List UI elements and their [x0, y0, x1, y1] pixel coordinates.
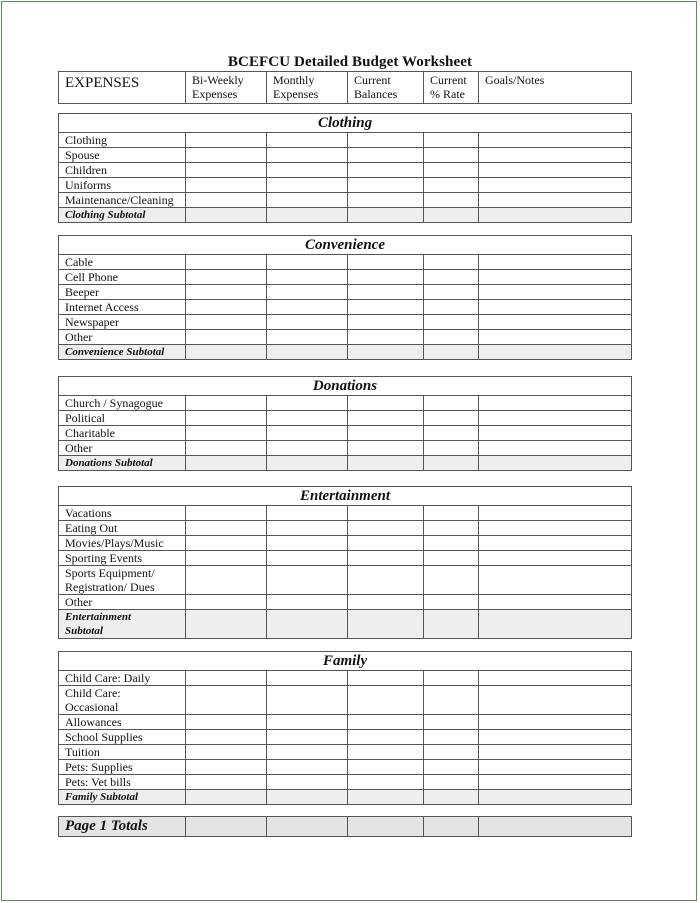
amount-cell[interactable]: [424, 566, 479, 595]
expense-row: [59, 315, 632, 330]
expense-row: [59, 396, 632, 411]
expense-row-label: Sporting Events: [59, 551, 186, 566]
amount-cell[interactable]: [186, 456, 267, 471]
subtotal-row: [59, 345, 632, 360]
amount-cell[interactable]: [186, 208, 267, 223]
amount-cell[interactable]: [479, 133, 632, 148]
amount-cell[interactable]: [424, 610, 479, 639]
expense-row: [59, 730, 632, 745]
amount-cell[interactable]: [424, 396, 479, 411]
amount-cell[interactable]: [424, 300, 479, 315]
expense-row: [59, 686, 632, 715]
amount-cell[interactable]: [424, 441, 479, 456]
amount-cell[interactable]: [424, 456, 479, 471]
section-table-clothing: [58, 113, 632, 223]
amount-cell[interactable]: [424, 255, 479, 270]
header-table: [58, 71, 632, 104]
amount-cell[interactable]: [186, 300, 267, 315]
amount-cell[interactable]: [267, 715, 348, 730]
amount-cell[interactable]: [348, 551, 424, 566]
notes-header: Goals/Notes: [479, 72, 632, 104]
balances-header: Current Balances: [348, 72, 424, 104]
expense-row: [59, 551, 632, 566]
amount-cell[interactable]: [186, 715, 267, 730]
amount-cell[interactable]: [267, 396, 348, 411]
monthly-header: Monthly Expenses: [267, 72, 348, 104]
subtotal-row-label: Convenience Subtotal: [59, 345, 186, 360]
amount-cell[interactable]: [424, 315, 479, 330]
amount-cell[interactable]: [267, 521, 348, 536]
amount-cell[interactable]: [186, 163, 267, 178]
expense-row: [59, 536, 632, 551]
amount-cell[interactable]: [479, 551, 632, 566]
expense-row-label: Political: [59, 411, 186, 426]
amount-cell[interactable]: [424, 775, 479, 790]
amount-cell[interactable]: [424, 208, 479, 223]
expense-row-label: Charitable: [59, 426, 186, 441]
subtotal-row-label: Clothing Subtotal: [59, 208, 186, 223]
amount-cell[interactable]: [267, 686, 348, 715]
amount-cell[interactable]: [267, 345, 348, 360]
expense-row-label: Other: [59, 330, 186, 345]
expense-row-label: Other: [59, 441, 186, 456]
expense-row: [59, 775, 632, 790]
amount-cell[interactable]: [424, 285, 479, 300]
amount-cell[interactable]: [267, 790, 348, 805]
expense-row-label: Movies/Plays/Music: [59, 536, 186, 551]
amount-cell[interactable]: [348, 315, 424, 330]
amount-cell[interactable]: [479, 745, 632, 760]
expense-row-label: Eating Out: [59, 521, 186, 536]
expense-row: [59, 426, 632, 441]
amount-cell[interactable]: [348, 133, 424, 148]
totals-cell[interactable]: [424, 817, 479, 837]
expense-row-label: Uniforms: [59, 178, 186, 193]
amount-cell[interactable]: [186, 396, 267, 411]
amount-cell[interactable]: [348, 441, 424, 456]
amount-cell[interactable]: [479, 345, 632, 360]
amount-cell[interactable]: [186, 610, 267, 639]
amount-cell[interactable]: [348, 760, 424, 775]
amount-cell[interactable]: [348, 745, 424, 760]
amount-cell[interactable]: [186, 411, 267, 426]
amount-cell[interactable]: [186, 775, 267, 790]
amount-cell[interactable]: [479, 285, 632, 300]
amount-cell[interactable]: [479, 426, 632, 441]
totals-cell[interactable]: [479, 817, 632, 837]
amount-cell[interactable]: [348, 345, 424, 360]
expense-row: [59, 193, 632, 208]
expense-row-label: Spouse: [59, 148, 186, 163]
expense-row-label: Maintenance/Cleaning: [59, 193, 186, 208]
amount-cell[interactable]: [267, 536, 348, 551]
biweekly-header: Bi-Weekly Expenses: [186, 72, 267, 104]
amount-cell[interactable]: [424, 595, 479, 610]
amount-cell[interactable]: [267, 148, 348, 163]
expense-row-label: Sports Equipment/ Registration/ Dues: [59, 566, 186, 595]
amount-cell[interactable]: [424, 521, 479, 536]
amount-cell[interactable]: [348, 775, 424, 790]
amount-cell[interactable]: [267, 760, 348, 775]
amount-cell[interactable]: [479, 148, 632, 163]
amount-cell[interactable]: [424, 551, 479, 566]
expense-row: [59, 506, 632, 521]
expense-row: [59, 745, 632, 760]
amount-cell[interactable]: [186, 686, 267, 715]
expense-row-label: Allowances: [59, 715, 186, 730]
amount-cell[interactable]: [348, 163, 424, 178]
amount-cell[interactable]: [186, 426, 267, 441]
amount-cell[interactable]: [424, 426, 479, 441]
amount-cell[interactable]: [479, 411, 632, 426]
amount-cell[interactable]: [348, 426, 424, 441]
amount-cell[interactable]: [267, 506, 348, 521]
expense-row-label: Child Care: Daily: [59, 671, 186, 686]
amount-cell[interactable]: [348, 506, 424, 521]
amount-cell[interactable]: [424, 133, 479, 148]
expense-row: [59, 441, 632, 456]
amount-cell[interactable]: [424, 745, 479, 760]
amount-cell[interactable]: [267, 270, 348, 285]
amount-cell[interactable]: [479, 610, 632, 639]
expense-row: [59, 270, 632, 285]
amount-cell[interactable]: [479, 255, 632, 270]
totals-label: Page 1 Totals: [59, 817, 186, 837]
amount-cell[interactable]: [479, 163, 632, 178]
amount-cell[interactable]: [186, 671, 267, 686]
expense-row: [59, 163, 632, 178]
amount-cell[interactable]: [348, 300, 424, 315]
subtotal-row: [59, 790, 632, 805]
expenses-header: EXPENSES: [59, 72, 186, 104]
expense-row-label: Clothing: [59, 133, 186, 148]
amount-cell[interactable]: [424, 330, 479, 345]
amount-cell[interactable]: [424, 536, 479, 551]
amount-cell[interactable]: [186, 745, 267, 760]
totals-row: [59, 817, 632, 837]
amount-cell[interactable]: [479, 730, 632, 745]
expense-row-label: Beeper: [59, 285, 186, 300]
amount-cell[interactable]: [267, 730, 348, 745]
amount-cell[interactable]: [267, 441, 348, 456]
amount-cell[interactable]: [479, 330, 632, 345]
amount-cell[interactable]: [479, 208, 632, 223]
amount-cell[interactable]: [186, 551, 267, 566]
subtotal-row: [59, 456, 632, 471]
amount-cell[interactable]: [479, 315, 632, 330]
expense-row-label: School Supplies: [59, 730, 186, 745]
amount-cell[interactable]: [424, 671, 479, 686]
amount-cell[interactable]: [186, 193, 267, 208]
expense-row-label: Child Care: Occasional: [59, 686, 186, 715]
amount-cell[interactable]: [424, 163, 479, 178]
section-table-entertainment: [58, 486, 632, 639]
amount-cell[interactable]: [267, 133, 348, 148]
amount-cell[interactable]: [348, 536, 424, 551]
amount-cell[interactable]: [479, 521, 632, 536]
expense-row: [59, 411, 632, 426]
amount-cell[interactable]: [267, 456, 348, 471]
totals-cell[interactable]: [348, 817, 424, 837]
expense-row-label: Cable: [59, 255, 186, 270]
expense-row: [59, 715, 632, 730]
amount-cell[interactable]: [267, 163, 348, 178]
amount-cell[interactable]: [267, 610, 348, 639]
amount-cell[interactable]: [424, 760, 479, 775]
amount-cell[interactable]: [479, 396, 632, 411]
amount-cell[interactable]: [186, 315, 267, 330]
amount-cell[interactable]: [186, 790, 267, 805]
amount-cell[interactable]: [348, 148, 424, 163]
amount-cell[interactable]: [424, 193, 479, 208]
amount-cell[interactable]: [479, 441, 632, 456]
amount-cell[interactable]: [479, 790, 632, 805]
subtotal-row: [59, 610, 632, 639]
expense-row: [59, 148, 632, 163]
amount-cell[interactable]: [348, 178, 424, 193]
amount-cell[interactable]: [479, 536, 632, 551]
amount-cell[interactable]: [424, 345, 479, 360]
expense-row-label: Internet Access: [59, 300, 186, 315]
amount-cell[interactable]: [424, 506, 479, 521]
amount-cell[interactable]: [479, 506, 632, 521]
section-title: Donations: [59, 377, 632, 396]
subtotal-row-label: Family Subtotal: [59, 790, 186, 805]
subtotal-row-label: Donations Subtotal: [59, 456, 186, 471]
totals-table: [58, 816, 632, 837]
amount-cell[interactable]: [267, 595, 348, 610]
amount-cell[interactable]: [348, 330, 424, 345]
amount-cell[interactable]: [348, 285, 424, 300]
amount-cell[interactable]: [479, 671, 632, 686]
amount-cell[interactable]: [267, 208, 348, 223]
amount-cell[interactable]: [348, 255, 424, 270]
expense-row-label: Tuition: [59, 745, 186, 760]
expense-row-label: Vacations: [59, 506, 186, 521]
section-title: Clothing: [59, 114, 632, 133]
expense-row-label: Other: [59, 595, 186, 610]
amount-cell[interactable]: [186, 595, 267, 610]
amount-cell[interactable]: [424, 730, 479, 745]
subtotal-row: [59, 208, 632, 223]
amount-cell[interactable]: [348, 715, 424, 730]
amount-cell[interactable]: [267, 551, 348, 566]
amount-cell[interactable]: [186, 255, 267, 270]
amount-cell[interactable]: [424, 148, 479, 163]
expense-row: [59, 178, 632, 193]
amount-cell[interactable]: [267, 193, 348, 208]
amount-cell[interactable]: [267, 411, 348, 426]
amount-cell[interactable]: [479, 456, 632, 471]
amount-cell[interactable]: [424, 411, 479, 426]
amount-cell[interactable]: [479, 270, 632, 285]
amount-cell[interactable]: [348, 521, 424, 536]
amount-cell[interactable]: [267, 566, 348, 595]
amount-cell[interactable]: [267, 745, 348, 760]
expense-row: [59, 760, 632, 775]
amount-cell[interactable]: [424, 715, 479, 730]
amount-cell[interactable]: [479, 715, 632, 730]
amount-cell[interactable]: [186, 330, 267, 345]
expense-row: [59, 285, 632, 300]
worksheet-title: BCEFCU Detailed Budget Worksheet: [227, 54, 473, 70]
amount-cell[interactable]: [186, 760, 267, 775]
amount-cell[interactable]: [186, 536, 267, 551]
amount-cell[interactable]: [186, 521, 267, 536]
amount-cell[interactable]: [348, 193, 424, 208]
amount-cell[interactable]: [186, 441, 267, 456]
amount-cell[interactable]: [267, 178, 348, 193]
amount-cell[interactable]: [479, 595, 632, 610]
amount-cell[interactable]: [267, 775, 348, 790]
expense-row-label: Cell Phone: [59, 270, 186, 285]
amount-cell[interactable]: [348, 396, 424, 411]
expense-row-label: Pets: Vet bills: [59, 775, 186, 790]
amount-cell[interactable]: [267, 300, 348, 315]
section-table-convenience: [58, 235, 632, 360]
amount-cell[interactable]: [186, 566, 267, 595]
expense-row: [59, 133, 632, 148]
amount-cell[interactable]: [186, 133, 267, 148]
amount-cell[interactable]: [348, 610, 424, 639]
amount-cell[interactable]: [424, 686, 479, 715]
expense-row-label: Newspaper: [59, 315, 186, 330]
amount-cell[interactable]: [186, 345, 267, 360]
totals-cell[interactable]: [267, 817, 348, 837]
amount-cell[interactable]: [267, 255, 348, 270]
amount-cell[interactable]: [186, 148, 267, 163]
amount-cell[interactable]: [267, 330, 348, 345]
expense-row: [59, 671, 632, 686]
expense-row: [59, 521, 632, 536]
amount-cell[interactable]: [267, 671, 348, 686]
expense-row: [59, 300, 632, 315]
amount-cell[interactable]: [267, 285, 348, 300]
section-table-donations: [58, 376, 632, 471]
expense-row: [59, 595, 632, 610]
expense-row: [59, 330, 632, 345]
amount-cell[interactable]: [186, 270, 267, 285]
amount-cell[interactable]: [348, 270, 424, 285]
totals-cell[interactable]: [186, 817, 267, 837]
expense-row-label: Church / Synagogue: [59, 396, 186, 411]
amount-cell[interactable]: [186, 285, 267, 300]
amount-cell[interactable]: [186, 506, 267, 521]
rate-header: Current % Rate: [424, 72, 479, 104]
amount-cell[interactable]: [479, 760, 632, 775]
amount-cell[interactable]: [479, 566, 632, 595]
amount-cell[interactable]: [424, 178, 479, 193]
section-title: Convenience: [59, 236, 632, 255]
amount-cell[interactable]: [424, 790, 479, 805]
amount-cell[interactable]: [479, 775, 632, 790]
section-table-family: [58, 651, 632, 805]
amount-cell[interactable]: [479, 178, 632, 193]
amount-cell[interactable]: [348, 411, 424, 426]
amount-cell[interactable]: [348, 730, 424, 745]
amount-cell[interactable]: [348, 686, 424, 715]
amount-cell[interactable]: [348, 456, 424, 471]
section-title: Entertainment: [59, 487, 632, 506]
amount-cell[interactable]: [348, 790, 424, 805]
expense-row-label: Children: [59, 163, 186, 178]
amount-cell[interactable]: [267, 426, 348, 441]
subtotal-row-label: Entertainment Subtotal: [59, 610, 186, 639]
amount-cell[interactable]: [348, 208, 424, 223]
section-title: Family: [59, 652, 632, 671]
expense-row: [59, 566, 632, 595]
amount-cell[interactable]: [186, 730, 267, 745]
expense-row-label: Pets: Supplies: [59, 760, 186, 775]
amount-cell[interactable]: [348, 671, 424, 686]
amount-cell[interactable]: [267, 315, 348, 330]
amount-cell[interactable]: [348, 595, 424, 610]
amount-cell[interactable]: [424, 270, 479, 285]
amount-cell[interactable]: [348, 566, 424, 595]
amount-cell[interactable]: [479, 193, 632, 208]
amount-cell[interactable]: [186, 178, 267, 193]
expense-row: [59, 255, 632, 270]
amount-cell[interactable]: [479, 300, 632, 315]
amount-cell[interactable]: [479, 686, 632, 715]
